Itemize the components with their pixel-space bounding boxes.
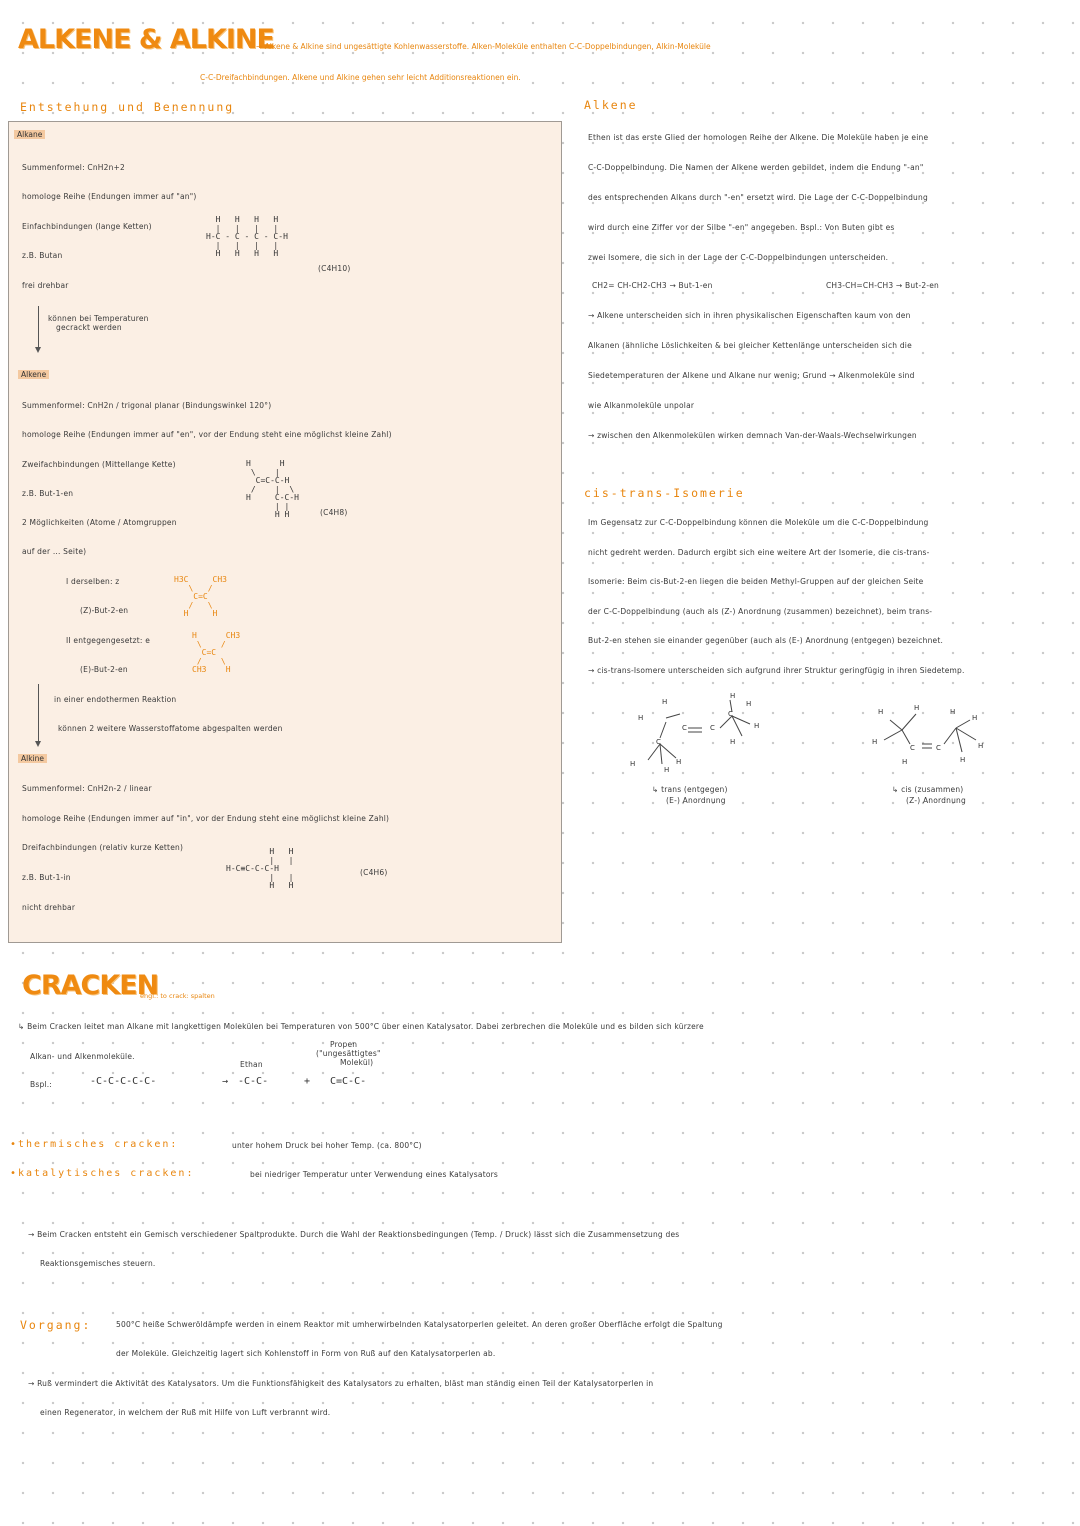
soot-line-1: → Ruß vermindert die Aktivität des Katalysators. Um die Funktionsfähigkeit des Katalysators zu erhalten, bläst man ständig einen Teil der Katalysatorperlen in [28, 1379, 654, 1388]
cis-label-1: ↳ cis (zusammen) [892, 785, 964, 794]
alkine-series: homologe Reihe (Endungen immer auf "in", vor der Endung steht eine möglichst kleine Zahl) [22, 814, 390, 823]
z-but-2-en-name: (Z)-But-2-en [80, 606, 129, 615]
e-but-2-en-structure: H CH3 \ / C=C / \ CH3 H [192, 631, 241, 674]
butane-molecular-formula: (C4H10) [318, 264, 351, 273]
reaction-note-1: in einer endothermen Reaktion [54, 695, 177, 704]
equation-arrow: → [222, 1076, 229, 1087]
section-heading-entstehung: Entstehung und Benennung [20, 100, 235, 114]
section-heading-cis-trans: cis-trans-Isomerie [584, 486, 745, 500]
alkene-text-block [588, 133, 928, 283]
svg-text:H: H [950, 708, 956, 716]
z-but-2-en-structure: H3C CH3 \ / C=C / \ H H [174, 575, 227, 618]
svg-text:H: H [730, 738, 736, 746]
tag-alkine: Alkine [18, 754, 47, 763]
butene-molecular-formula: (C4H8) [320, 508, 348, 517]
svg-text:H: H [872, 738, 878, 746]
cis-line: nicht gedreht werden. Dadurch ergibt sich eine weitere Art der Isomerie, die cis-trans- [588, 547, 930, 557]
alkene-formula: Summenformel: CnH2n / trigonal planar (Bindungswinkel 120°) [22, 401, 272, 410]
alkane-example: z.B. Butan [22, 251, 63, 260]
alkene-properties-block [588, 311, 917, 461]
alkane-bonds: Einfachbindungen (lange Ketten) [22, 222, 152, 231]
alkene-option-2: II entgegengesetzt: e [66, 636, 151, 645]
trans-but-2-en-diagram [620, 692, 780, 788]
svg-text:C: C [656, 738, 661, 746]
cis-line: Im Gegensatz zur C-C-Doppelbindung können die Moleküle um die C-C-Doppelbindung [588, 518, 929, 527]
alkene-possibilities-2: auf der ... Seite) [22, 547, 87, 556]
example-label: Bspl.: [30, 1080, 53, 1089]
alkine-rotation: nicht drehbar [22, 903, 76, 912]
propen-label: Propen [330, 1040, 358, 1049]
property-line: → zwischen den Alkenmolekülen wirken demnach Van-der-Waals-Wechselwirkungen [588, 431, 917, 440]
intro-line-1: → Alkene & Alkine sind ungesättigte Kohlenwasserstoffe. Alken-Moleküle enthalten C-C-Doppelbindungen, Alkin-Moleküle [256, 42, 711, 51]
cis-line: But-2-en stehen sie einander gegenüber (auch als (E-) Anordnung (entgegen) bezeichnet. [588, 636, 944, 645]
e-but-2-en-name: (E)-But-2-en [80, 665, 128, 674]
alkene-bonds: Zweifachbindungen (Mittellange Kette) [22, 460, 176, 469]
equation-propen: C=C-C- [330, 1076, 367, 1087]
svg-text:H: H [662, 698, 668, 706]
propen-note-2: Molekül) [340, 1058, 374, 1067]
vorgang-label: Vorgang: [20, 1318, 92, 1332]
svg-text:H: H [960, 756, 966, 764]
cracken-title: CRACKEN [22, 970, 159, 1001]
svg-text:H: H [676, 758, 682, 766]
svg-text:H: H [902, 758, 908, 766]
reaction-note-2: können 2 weitere Wasserstoffatome abgespalten werden [58, 724, 283, 733]
property-line: → Alkene unterscheiden sich in ihren physikalischen Eigenschaften kaum von den [588, 311, 911, 320]
svg-text:C: C [936, 744, 941, 752]
cracken-line-1: ↳ Beim Cracken leitet man Alkane mit langkettigen Molekülen bei Temperaturen von 500°C über einen Katalysator. Dabei zerbrechen die Moleküle und es bilden sich kürzere [18, 1022, 704, 1031]
cis-line: Isomerie: Beim cis-But-2-en liegen die beiden Methyl-Gruppen auf der gleichen Seite [588, 577, 924, 586]
mixture-line-1: → Beim Cracken entsteht ein Gemisch verschiedener Spaltprodukte. Durch die Wahl der Reaktionsbedingungen (Temp. / Druck) lässt sich die Zusammensetzung des [28, 1230, 680, 1239]
down-arrow-icon [38, 684, 39, 744]
crack-note-1: können bei Temperaturen [48, 314, 149, 323]
vorgang-line-2: der Moleküle. Gleichzeitig lagert sich Kohlenstoff in Form von Ruß auf den Katalysatorperlen ab. [116, 1349, 496, 1358]
trans-label-1: ↳ trans (entgegen) [652, 785, 728, 794]
property-line: Siedetemperaturen der Alkene und Alkane nur wenig; Grund → Alkenmoleküle sind [588, 371, 915, 380]
butyne-structure: H H | | H-C≡C-C-C-H | | H H [226, 847, 294, 890]
equation-plus: + [304, 1076, 311, 1087]
tag-alkene: Alkene [18, 370, 49, 379]
propen-note-1: ("ungesättigtes" [316, 1049, 381, 1058]
thermal-cracking-label: •thermisches cracken: [10, 1139, 179, 1150]
thermal-cracking-text: unter hohem Druck bei hoher Temp. (ca. 800°C) [232, 1141, 422, 1150]
isomer-but-1-en: CH2= CH-CH2-CH3 → But-1-en [592, 281, 713, 290]
alkine-bonds: Dreifachbindungen (relativ kurze Ketten) [22, 843, 184, 852]
butene-structure: H H \ | C=C-C-H / | \ H C-C-H | | H H [246, 459, 299, 519]
alkene-example: z.B. But-1-en [22, 489, 74, 498]
svg-text:H: H [754, 722, 760, 730]
cracken-line-2: Alkan- und Alkenmoleküle. [30, 1052, 135, 1061]
cracken-subtitle: engl.: to crack: spalten [140, 992, 215, 1000]
equation-ethan: -C-C- [238, 1076, 269, 1087]
svg-text:C: C [682, 724, 687, 732]
vorgang-line-1: 500°C heiße Schweröldämpfe werden in einem Reaktor mit umherwirbelnden Katalysatorperlen geleitet. An deren großer Oberfläche erfolgt die Spaltung [116, 1320, 723, 1329]
soot-line-2: einen Regenerator, in welchem der Ruß mit Hilfe von Luft verbrannt wird. [40, 1408, 331, 1417]
svg-text:H: H [914, 704, 920, 712]
section-heading-alkene: Alkene [584, 98, 638, 112]
property-line: wie Alkanmoleküle unpolar [588, 401, 695, 410]
alkene-line: C-C-Doppelbindung. Die Namen der Alkene werden gebildet, indem die Endung "-an" [588, 163, 924, 172]
alkane-formula: Summenformel: CnH2n+2 [22, 163, 125, 172]
svg-text:C: C [710, 724, 715, 732]
svg-text:H: H [878, 708, 884, 716]
down-arrow-icon [38, 306, 39, 350]
cis-label-2: (Z-) Anordnung [906, 796, 966, 805]
alkene-line: Ethen ist das erste Glied der homologen Reihe der Alkene. Die Moleküle haben je eine [588, 133, 929, 142]
mixture-line-2: Reaktionsgemisches steuern. [40, 1259, 156, 1268]
alkine-example: z.B. But-1-in [22, 873, 71, 882]
crack-note-2: gecrackt werden [56, 323, 122, 332]
butane-structure: H H H H | | | | H-C - C - C - C-H | | | | H H H H [206, 215, 288, 258]
svg-text:H: H [730, 692, 736, 700]
alkine-formula: Summenformel: CnH2n-2 / linear [22, 784, 152, 793]
page-title: ALKENE & ALKINE [18, 24, 274, 55]
equation-left: -C-C-C-C-C- [90, 1076, 157, 1087]
alkane-series: homologe Reihe (Endungen immer auf "an") [22, 192, 197, 201]
svg-text:H: H [638, 714, 644, 722]
alkene-series: homologe Reihe (Endungen immer auf "en", vor der Endung steht eine möglichst kleine Zahl) [22, 430, 392, 439]
svg-text:H: H [664, 766, 670, 774]
alkene-option-1: I derselben: z [66, 577, 120, 586]
cis-line: der C-C-Doppelbindung (auch als (Z-) Anordnung (zusammen) bezeichnet), beim trans- [588, 606, 933, 616]
svg-text:C: C [910, 744, 915, 752]
isomer-but-2-en: CH3-CH=CH-CH3 → But-2-en [826, 281, 939, 290]
butyne-molecular-formula: (C4H6) [360, 868, 388, 877]
catalytic-cracking-text: bei niedriger Temperatur unter Verwendung eines Katalysators [250, 1170, 499, 1179]
ethan-label: Ethan [240, 1060, 263, 1069]
svg-text:H: H [978, 742, 984, 750]
alkene-line: des entsprechenden Alkans durch "-en" ersetzt wird. Die Lage der C-C-Doppelbindung [588, 193, 928, 202]
trans-label-2: (E-) Anordnung [666, 796, 726, 805]
svg-text:C: C [728, 710, 733, 718]
alkene-line: wird durch eine Ziffer vor der Silbe "-en" angegeben. Bspl.: Von Buten gibt es [588, 223, 895, 232]
tag-alkane: Alkane [14, 130, 45, 139]
alkene-line: zwei Isomere, die sich in der Lage der C-C-Doppelbindungen unterscheiden. [588, 253, 889, 262]
cis-line: → cis-trans-Isomere unterscheiden sich aufgrund ihrer Struktur geringfügig in ihren Siedetemp. [588, 665, 965, 675]
property-line: Alkanen (ähnliche Löslichkeiten & bei gleicher Kettenlänge unterscheiden sich die [588, 341, 912, 350]
svg-text:H: H [972, 714, 978, 722]
alkane-rotation: frei drehbar [22, 281, 69, 290]
svg-text:H: H [630, 760, 636, 768]
intro-line-2: C-C-Dreifachbindungen. Alkene und Alkine gehen sehr leicht Additionsreaktionen ein. [200, 73, 521, 82]
catalytic-cracking-label: •katalytisches cracken: [10, 1168, 195, 1179]
cis-but-2-en-diagram [866, 700, 1006, 780]
svg-text:H: H [746, 700, 752, 708]
cis-trans-text-block [588, 518, 965, 695]
alkene-possibilities-1: 2 Möglichkeiten (Atome / Atomgruppen [22, 518, 177, 527]
